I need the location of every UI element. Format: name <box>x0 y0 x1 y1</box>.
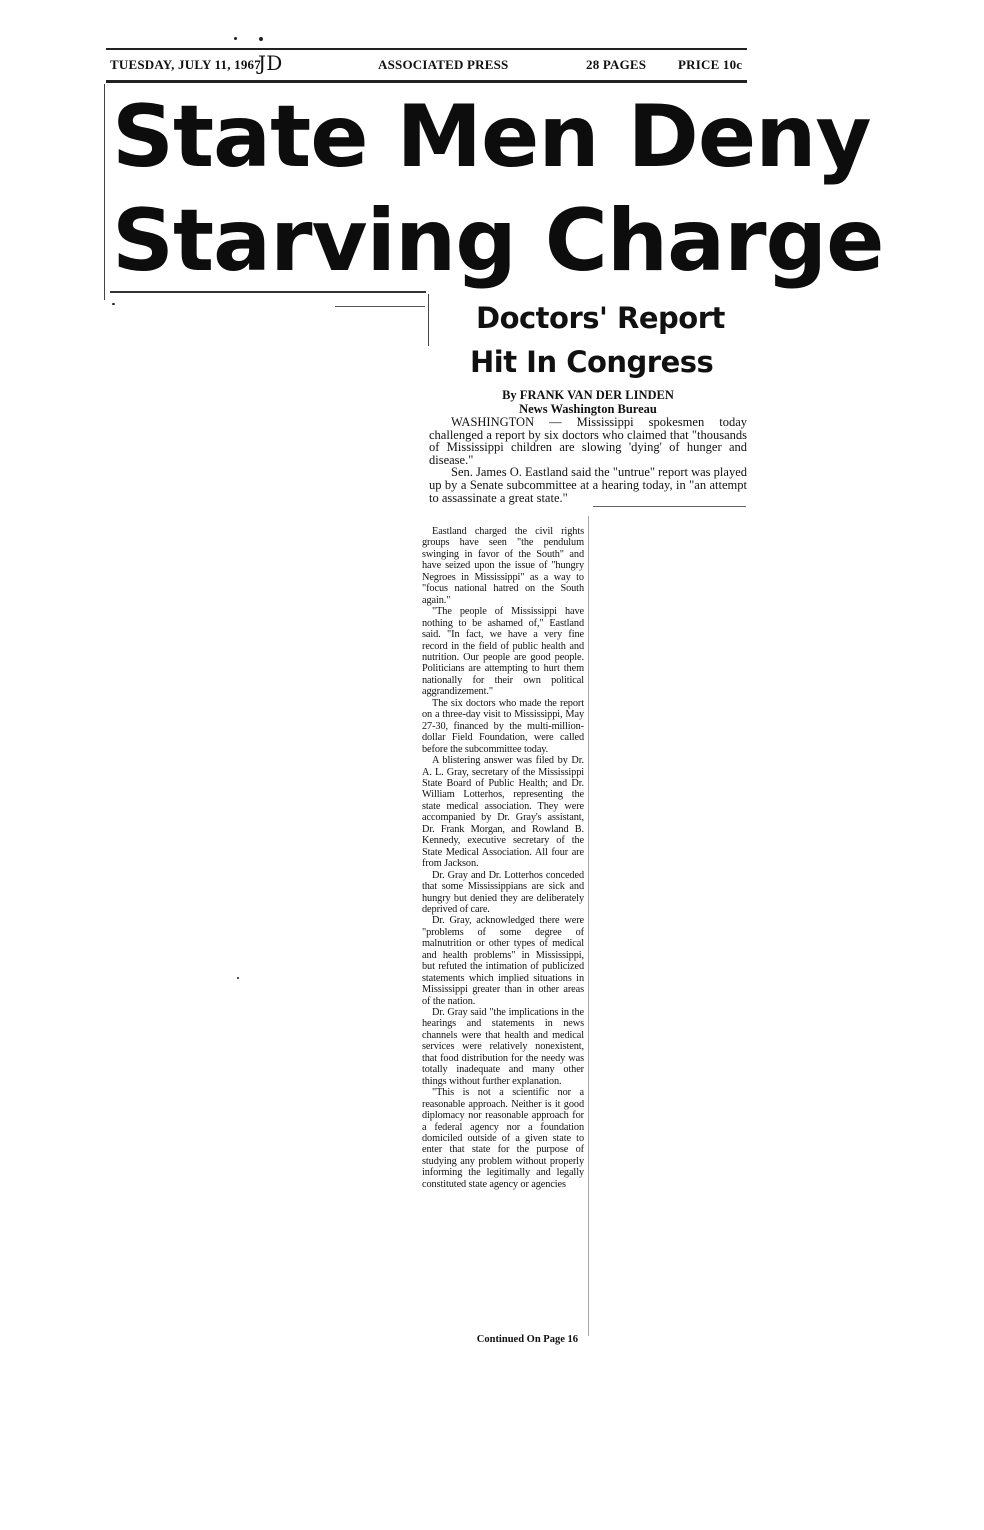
subheadline-line-2: Hit In Congress <box>470 345 714 379</box>
body-paragraph: Dr. Gray and Dr. Lotterhos conceded that some Mississippians are sick and hungry but denied they are deliberately deprived of care. <box>422 869 584 915</box>
headline-line-2: Starving Charge <box>112 191 884 291</box>
handwritten-mark: JD <box>258 51 283 75</box>
body-paragraph: The six doctors who made the report on a three-day visit to Mississippi, May 27-30, financed by the multi-million-dollar Field Foundation, were called before the subcommittee today. <box>422 697 584 755</box>
issue-date: TUESDAY, JULY 11, 1967 <box>110 57 261 72</box>
headline-frame-rule <box>104 84 105 300</box>
byline-author: By FRANK VAN DER LINDEN <box>502 388 674 402</box>
column-rule <box>428 294 429 346</box>
page-count: 28 PAGES <box>586 57 647 72</box>
body-paragraph: A blistering answer was filed by Dr. A. L. Gray, secretary of the Mississippi State Board of Public Health; and Dr. William Lotterhos, representing the state medical association. They were accompanied by Dr. Gray's assistant, Dr. Frank Morgan, and Rowland B. Kennedy, executive secretary of the State Medical Association. All four are from Jackson. <box>422 755 584 870</box>
print-speck <box>259 37 263 41</box>
continued-jump: Continued On Page 16 <box>476 1334 578 1345</box>
print-speck <box>237 977 239 979</box>
lead-paragraph: WASHINGTON — Mississippi spokesmen today challenged a report by six doctors who claimed that "thousands of Mississippi children are slowing 'dying' of hunger and disease." <box>429 415 747 467</box>
masthead-bottom-rule <box>106 80 747 83</box>
wire-service: ASSOCIATED PRESS <box>378 57 509 72</box>
body-paragraph: Eastland charged the civil rights groups have seen "the pendulum swinging in favor of the South" and have seized upon the issue of "hungry Negroes in Mississippi" as a way to "focus national hatred on the South again." <box>422 526 584 606</box>
print-speck <box>112 303 115 305</box>
masthead-top-rule <box>106 48 747 50</box>
headline-line-1: State Men Deny <box>112 87 871 187</box>
main-headline <box>112 85 884 293</box>
byline <box>430 388 746 416</box>
lead-rule <box>593 506 746 507</box>
byline-bureau: News Washington Bureau <box>519 402 657 416</box>
article-lead <box>429 416 747 504</box>
print-speck <box>234 37 237 40</box>
masthead <box>108 51 748 77</box>
headline-rule <box>110 291 426 293</box>
body-paragraph: Dr. Gray said "the implications in the hearings and statements in news channels were that health and medical services were relatively nonexistent, that food distribution for the needy was totally inadequate and many other things without further explanation. <box>422 1007 584 1087</box>
body-paragraph: "The people of Mississippi have nothing to be ashamed of," Eastland said. "In fact, we have a very fine record in the field of public health and nutrition. Our people are good people. Politicians are attempting to hurt them nationally for their own political aggrandizement." <box>422 606 584 698</box>
subheadline <box>470 296 730 384</box>
subheadline-line-1: Doctors' Report <box>476 301 725 335</box>
body-paragraph: Dr. Gray, acknowledged there were "problems of some degree of malnutrition or other types of medical and health problems" in Mississippi, but refuted the intimation of publicized statements which implied situations in Mississippi greater than in other areas of the nation. <box>422 915 584 1007</box>
column-edge-rule <box>588 516 589 1336</box>
article-body <box>422 526 584 1190</box>
headline-rule-short <box>335 306 425 307</box>
lead-paragraph: Sen. James O. Eastland said the "untrue" report was played up by a Senate subcommittee at a hearing today, in "an attempt to assassinate a great state." <box>429 465 747 505</box>
price: PRICE 10c <box>678 57 743 72</box>
body-paragraph: "This is not a scientific nor a reasonable approach. Neither is it good diplomacy nor reasonable approach for a federal agency nor a foundation domiciled outside of a given state to enter that state for the purpose of studying any problem without properly informing the legitimally and legally constituted state agency or agencies <box>422 1087 584 1190</box>
